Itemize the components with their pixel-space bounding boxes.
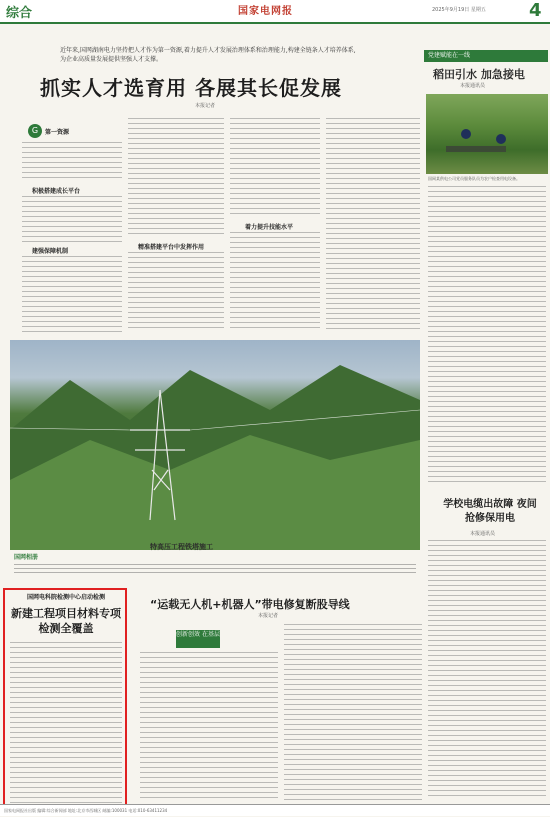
article-body-text — [128, 118, 224, 238]
subheading-3: 建强保障机制 — [32, 248, 69, 255]
subheading-2: 精准搭建平台中发挥作用 — [138, 244, 205, 251]
article-body-text — [326, 118, 420, 332]
lead-intro: 近年来,国网湖南电力坚持把人才作为第一资源,着力提升人才发展治理体系和治理能力,构建全链条人才培养体系,为企业高质量发展提供坚强人才支撑。 — [60, 47, 356, 63]
right-column-byline: 本报通讯员 — [460, 83, 486, 89]
boxed-story-title[interactable]: 新建工程项目材料专项检测全覆盖 — [11, 607, 121, 635]
article-body-text — [128, 252, 224, 332]
article-body-text — [230, 232, 320, 332]
lead-byline: 本报记者 — [195, 103, 216, 109]
first-resource-label: 第一资源 — [45, 129, 70, 136]
right-story-title[interactable]: 学校电缆出故障 夜间抢修保用电 — [443, 499, 537, 524]
right-column-title[interactable]: 稻田引水 加急接电 — [433, 68, 525, 81]
article-body-text — [428, 540, 546, 800]
article-body-text — [22, 196, 122, 242]
article-body-text — [230, 118, 320, 218]
page-number: 4 — [529, 0, 542, 21]
article-body-text — [284, 624, 422, 802]
lead-headline[interactable]: 抓实人才选育用 各展其长促发展 — [40, 76, 342, 100]
boxed-story-kicker: 国网电科院检测中心启动检测 — [26, 594, 105, 601]
right-story-byline: 本报通讯员 — [470, 531, 496, 537]
section-label: 综合 — [6, 6, 33, 21]
subheading-1: 积极搭建成长平台 — [32, 188, 81, 195]
transmission-tower-photo — [10, 340, 420, 550]
article-body-text — [10, 642, 122, 806]
article-body-text — [22, 256, 122, 332]
middle-story-title[interactable]: “运载无人机+机器人”带电修复断股导线 — [150, 598, 350, 611]
article-body-text — [22, 142, 122, 182]
page-footer: 国家电网报社出版 编辑:综合新闻部 地址:北京市西城区 邮编:100031 电话:010-63411234 — [0, 804, 550, 816]
mountain-tower-illustration — [10, 340, 420, 550]
masthead: 国家电网报 — [238, 6, 293, 17]
article-body-text — [140, 652, 278, 802]
right-column-tag: 党建赋能在一线 — [424, 50, 548, 62]
middle-story-byline: 本报记者 — [258, 613, 279, 619]
rice-field-photo — [426, 94, 548, 174]
irrigation-photo-illustration — [426, 94, 548, 174]
innovation-badge: 创新创效 在基层 — [176, 630, 220, 648]
subheading-4: 着力提升技能水平 — [245, 224, 294, 231]
photo-caption-text — [14, 564, 416, 576]
right-photo-caption: 国网某供电公司党员服务队员为农户检查用电设备。 — [428, 176, 520, 181]
photo-caption-title: 特高压工程铁塔施工 — [150, 542, 213, 551]
photo-column-label: 国网相册 — [14, 554, 39, 561]
article-body-text — [428, 186, 546, 482]
issue-date: 2025年9月19日 星期五 — [432, 7, 486, 13]
first-resource-badge-icon: G — [28, 124, 42, 138]
